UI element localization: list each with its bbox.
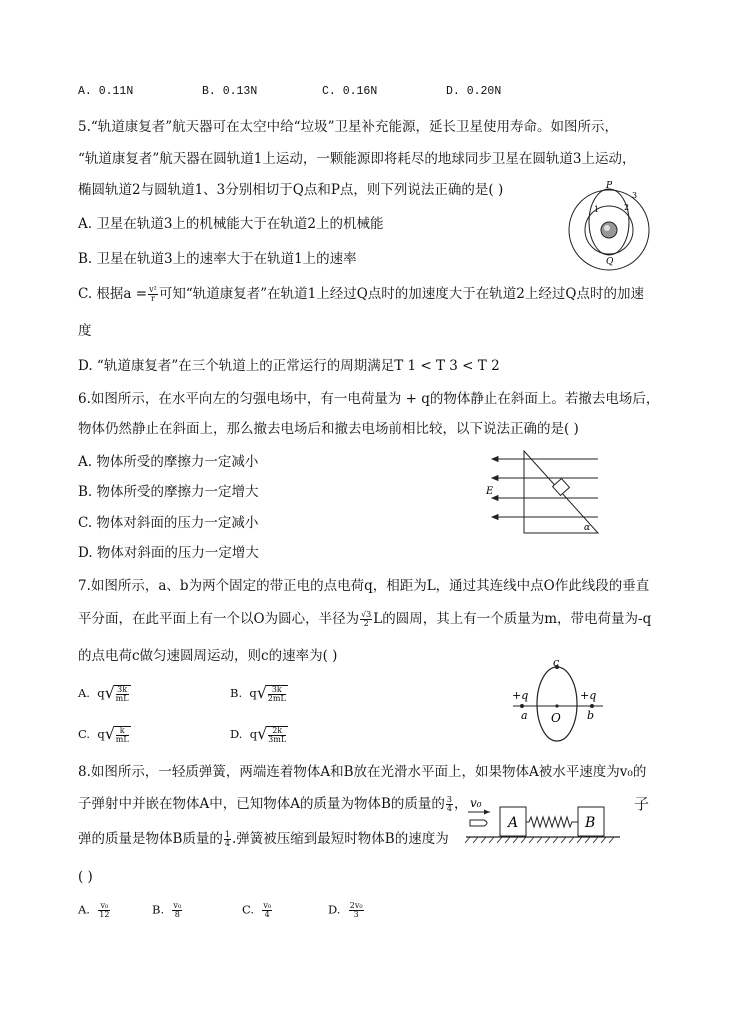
q5-option-d: D. “轨道康复者”在三个轨道上的正常运行的周期满足T 1 < T 3 < T 2 [78,358,500,374]
label-orbit-3: 3 [632,191,638,200]
q7-line2: 平分面，在此平面上有一个以O为圆心，半径为 $\frac{√3}{2}$ L的圆周，其上有一个质量为m，带电荷量为-q [78,610,652,628]
q6-option-d: D. 物体对斜面的压力一定增大 [78,545,259,561]
label-plus-q-b: +q [580,689,597,702]
charges-diagram [508,656,608,746]
label-o: O [551,711,561,725]
label-v0: v₀ [470,796,482,810]
spring [526,817,578,827]
q8-line2-tail: 子 [634,795,650,813]
q7-option-a: A. q √ $\frac{3k}{mL}$ [78,683,129,703]
q4-option-c: C. 0.16N [322,85,378,98]
q7-line1: 7.如图所示，a、b为两个固定的带正电的点电荷q，相距为L，通过其连线中点O作此线段的垂直 [78,578,650,594]
q4-option-d: D. 0.20N [446,85,502,98]
label-alpha: α [584,523,591,533]
incline-diagram [480,446,610,538]
q7-option-b: B. q √ $\frac{3k}{2mL}$ [230,683,286,703]
q5-line2: “轨道康复者”航天器在圆轨道1上运动，一颗能源即将耗尽的地球同步卫星在圆轨道3上运动， [78,151,636,167]
q7-option-d: D. q √ $\frac{2k}{3mL}$ [230,724,287,744]
q6-option-b: B. 物体所受的摩擦力一定增大 [78,484,259,500]
label-c: c [553,656,560,669]
q6-line2: 物体仍然静止在斜面上，那么撤去电场后和撤去电场前相比较，以下说法正确的是( ) [78,421,579,437]
field-lines [492,457,598,520]
label-e: E [486,486,494,497]
bullet-icon [470,820,487,826]
center-o [555,704,558,707]
q4-option-b: B. 0.13N [202,85,258,98]
circular-path [537,667,577,741]
q8-line3: 弹的质量是物体B质量的 $\frac{1}{4}$ .弹簧被压缩到最短时物体B的速度为 [78,830,449,848]
label-block-b: B [585,815,596,831]
label-plus-q-a: +q [512,689,529,702]
label-orbit-1: 1 [594,205,600,214]
label-block-a: A [508,815,519,831]
label-a: a [521,709,528,722]
q8-option-a: A. $\frac{\text{v₀}}{12}$ [78,901,110,919]
label-orbit-2: 2 [624,203,630,212]
block [553,479,570,496]
q8-line1: 8.如图所示，一轻质弹簧，两端连着物体A和B放在光滑水平面上，如果物体A被水平速度为v₀的 [78,764,647,780]
q5-option-a: A. 卫星在轨道3上的机械能大于在轨道2上的机械能 [78,216,384,232]
q6-option-a: A. 物体所受的摩擦力一定减小 [78,454,259,470]
q8-option-b: B. $\frac{\text{v₀}}{8}$ [152,901,182,919]
q5-option-b: B. 卫星在轨道3上的速率大于在轨道1上的速率 [78,251,357,267]
q5-option-c: C. 根据a = $\frac{\text{v²}}{r}$ 可知“轨道康复者”在轨道1上经过Q点时的加速度大于在轨道2上经过Q点时的加速 [78,285,644,303]
q6-line1: 6.如图所示，在水平向左的匀强电场中，有一电荷量为 + q的物体静止在斜面上。若撤去电场后， [78,391,660,407]
q5-line3: 椭圆轨道2与圆轨道1、3分别相切于Q点和P点，则下列说法正确的是( ) [78,182,504,198]
q5-line1: 5.“轨道康复者”航天器可在太空中给“垃圾”卫星补充能源，延长卫星使用寿命。如图所示， [78,119,618,135]
q7-option-c: C. q √ $\frac{k}{mL}$ [78,724,129,744]
charge-b [590,704,594,708]
q5-option-c-cont: 度 [78,323,92,339]
q7-line3: 的点电荷c做匀速圆周运动，则c的速率为( ) [78,648,338,664]
q8-line2: 子弹射中并嵌在物体A中，已知物体A的质量为物体B的质量的 $\frac{3}{4}$ ， [78,795,468,813]
label-b: b [587,709,595,722]
q8-option-c: C. $\frac{\text{v₀}}{4}$ [242,901,272,919]
label-q: Q [606,257,614,267]
spring-diagram [462,792,624,848]
q8-option-d: D. $\frac{\text{2v₀}}{3}$ [328,901,363,919]
charge-a [520,704,524,708]
q6-option-c: C. 物体对斜面的压力一定减小 [78,515,259,531]
label-p: P [606,181,613,191]
orbit-diagram [562,178,657,273]
ground-hatch [465,837,614,843]
q4-option-a: A. 0.11N [78,85,134,98]
q8-answer-paren: ( ) [78,869,93,885]
